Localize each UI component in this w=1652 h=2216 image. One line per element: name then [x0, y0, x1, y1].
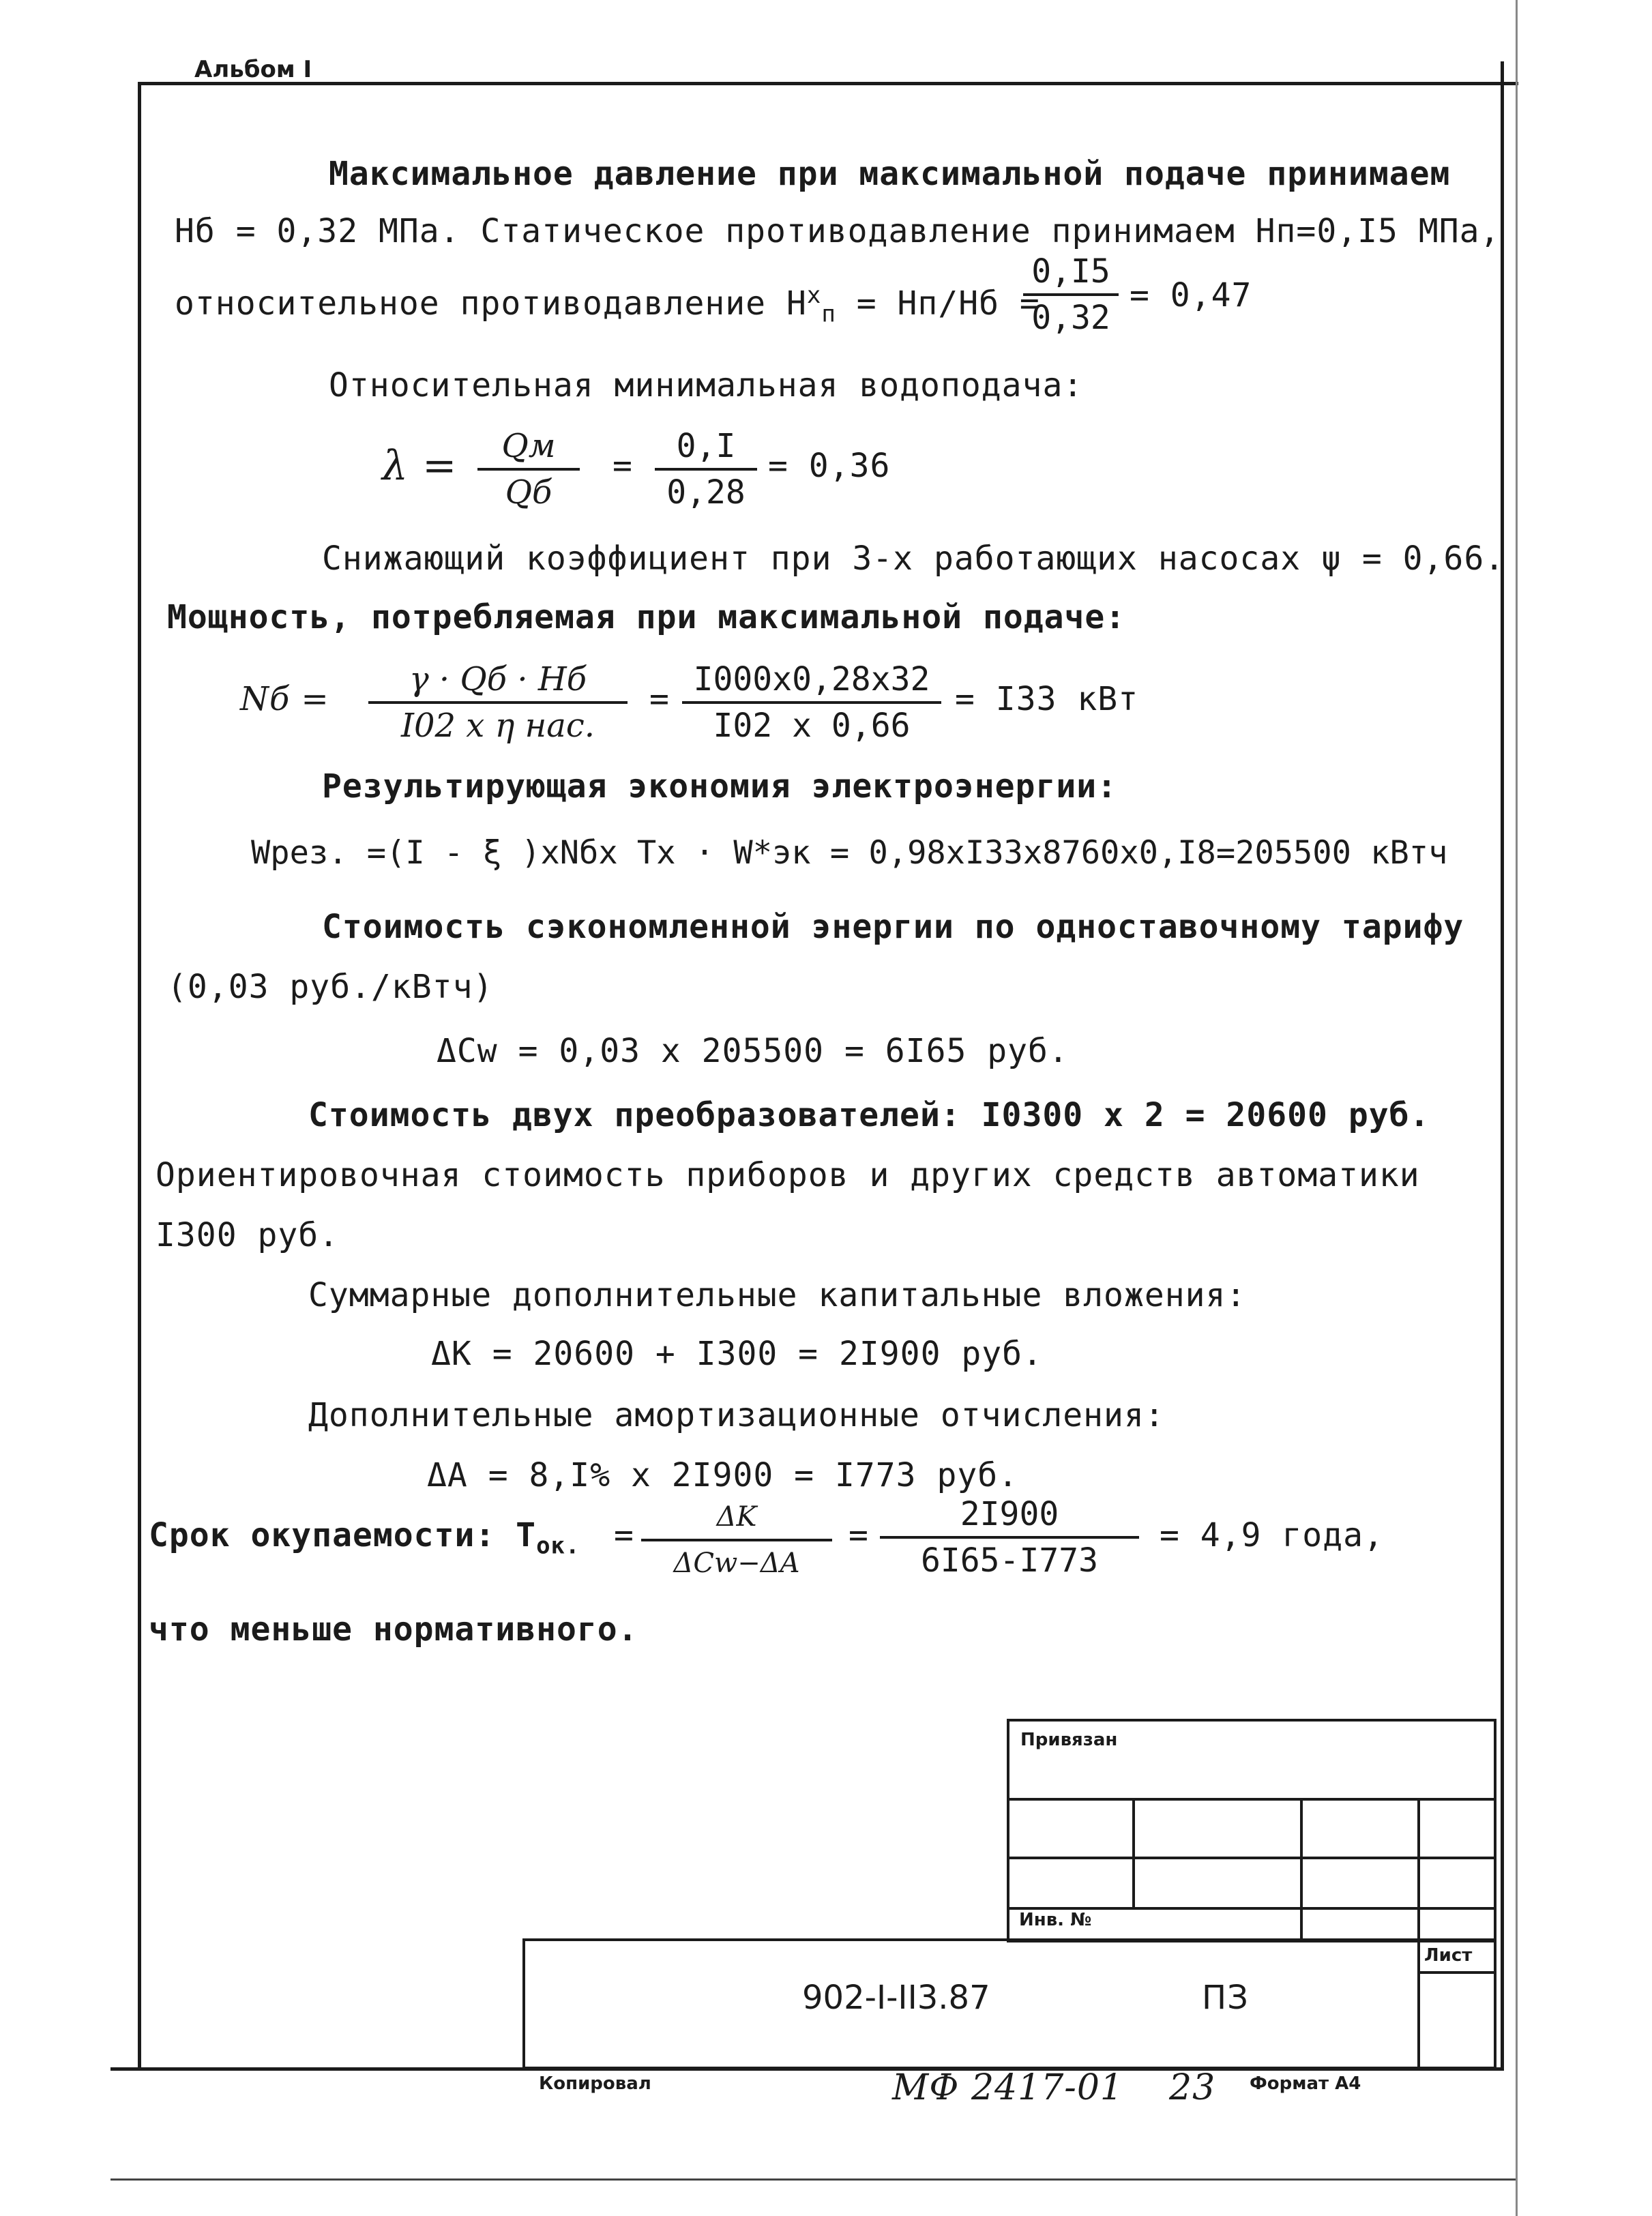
- p1-result: = 0,47: [1130, 276, 1252, 314]
- p8-title: Дополнительные амортизационные отчисления:: [308, 1396, 1165, 1434]
- p2-fraction2: $\frac{0,I}{0,28}$: [655, 427, 757, 512]
- p6-line1: Стоимость двух преобразователей: I0300 x 2 = 20600 руб.: [308, 1096, 1430, 1134]
- stamp-doc-type: ПЗ: [1202, 1979, 1249, 2017]
- stamp-col3: [1417, 1798, 1420, 1942]
- stamp-sheet-label: Лист: [1424, 1945, 1473, 1966]
- stamp-sheet-divider: [1417, 1938, 1420, 2069]
- stamp-col1: [1132, 1798, 1135, 1907]
- p2-fraction1: Qм Qб: [477, 427, 580, 512]
- stamp-col2: [1300, 1798, 1303, 1942]
- p3-result: = I33 кВт: [955, 680, 1139, 718]
- p3-line1: Снижающий коэффициент при 3-х работающих насосах ψ = 0,66.: [322, 540, 1505, 578]
- frame-right-outer: [1516, 0, 1518, 2216]
- stamp-main-box: [522, 1938, 1496, 2069]
- p2-eq: =: [613, 447, 633, 485]
- stamp-inv-no: Инв. №: [1019, 1910, 1092, 1930]
- p9-fraction1: ΔK ΔCw−ΔA: [641, 1498, 832, 1582]
- p9-prefix: Срок окупаемости: $T_{ок.}$: [149, 1516, 580, 1560]
- p5-line1: Стоимость сэкономленной энергии по одноставочному тарифу: [322, 908, 1464, 946]
- stamp-row1: [1007, 1798, 1496, 1801]
- stamp-sheet-row: [1417, 1971, 1496, 1974]
- p4-formula: Wрез. =(I - ξ )xNбx Tx · W*эк = 0,98xI33x8760x0,I8=205500 кВтч: [251, 834, 1448, 872]
- p3-fraction2: $\frac{I000x0,28x32}{I02 x 0,66}$: [682, 660, 941, 745]
- p6-line3: I300 руб.: [156, 1216, 340, 1254]
- stamp-copied: Копировал: [539, 2073, 651, 2094]
- p7-formula: ΔK = 20600 + I300 = 2I900 руб.: [431, 1335, 1043, 1373]
- frame-top: [138, 82, 1518, 85]
- stamp-sheet-number: 23: [1169, 2067, 1216, 2108]
- p2-result: = 0,36: [768, 447, 891, 485]
- p6-line2: Ориентировочная стоимость приборов и других средств автоматики: [156, 1156, 1420, 1194]
- p3-fraction1: γ · Qб · Hб I02 x η нас.: [368, 660, 628, 745]
- frame-right: [1501, 61, 1504, 2071]
- p9-line2: что меньше нормативного.: [149, 1610, 638, 1649]
- p5-formula: ΔCw = 0,03 x 205500 = 6I65 руб.: [437, 1032, 1069, 1070]
- stamp-handwritten: МФ 2417-01: [892, 2067, 1124, 2108]
- stamp-doc-code: 902-I-II3.87: [802, 1979, 990, 2017]
- p1-line1: Максимальное давление при максимальной подаче принимаем: [329, 155, 1451, 193]
- frame-left: [138, 85, 141, 2071]
- p9-result: = 4,9 года,: [1160, 1516, 1384, 1554]
- p9-fraction2: $\frac{2I900}{6I65-I773}$: [880, 1495, 1139, 1580]
- p3-line2: Мощность, потребляемая при максимальной подаче:: [167, 598, 1126, 636]
- p1-line3: относительное противодавление $H^x_п = Hп/Hб$ =: [175, 282, 1040, 328]
- stamp-privyazan: Привязан: [1020, 1730, 1118, 1750]
- p5-line2: (0,03 руб./кВтч): [167, 968, 494, 1006]
- stamp-row2: [1007, 1857, 1496, 1859]
- p7-title: Суммарные дополнительные капитальные вложения:: [308, 1276, 1247, 1314]
- header-fragment: Альбом I: [194, 56, 312, 83]
- p4-title: Результирующая экономия электроэнергии:: [322, 767, 1118, 806]
- p2-lambda: λ =: [382, 442, 458, 490]
- p9-eq2: =: [849, 1516, 869, 1554]
- p8-formula: ΔA = 8,I% x 2I900 = I773 руб.: [427, 1456, 1019, 1494]
- stamp-format: Формат А4: [1250, 2073, 1361, 2094]
- p3-eq: =: [649, 680, 670, 718]
- p2-title: Относительная минимальная водоподача:: [329, 366, 1084, 404]
- p1-line2: Hб = 0,32 МПа. Статическое противодавление принимаем Hп=0,I5 МПа,: [175, 212, 1501, 250]
- cut-line: [110, 2178, 1516, 2181]
- p1-fraction: $\frac{0,I5}{0,32}$: [1023, 252, 1119, 337]
- p3-n-label: Nб =: [240, 680, 329, 718]
- p9-eq1: =: [614, 1516, 634, 1554]
